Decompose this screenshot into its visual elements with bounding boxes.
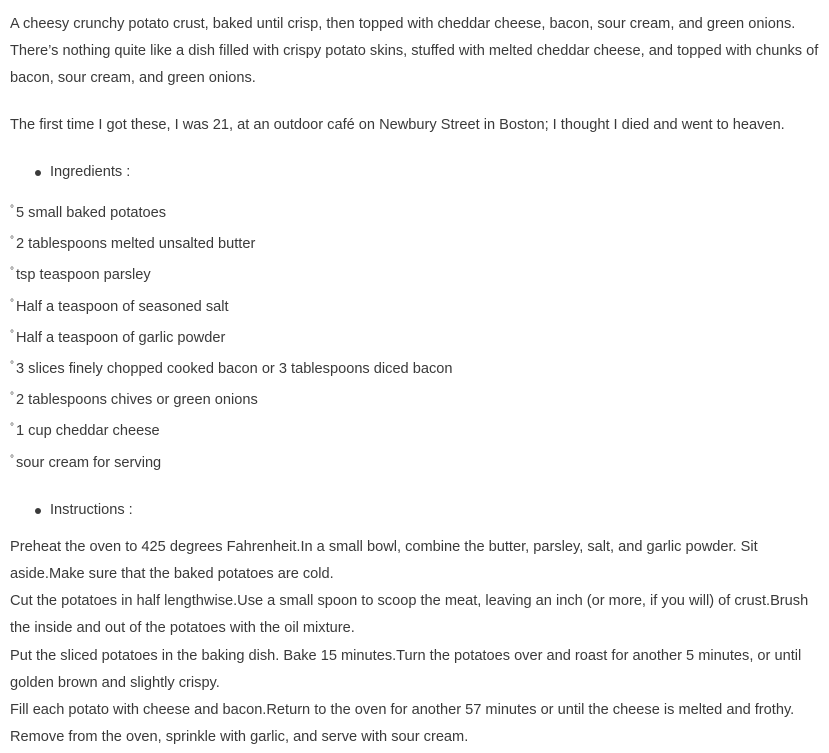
ingredient-item [10, 258, 819, 289]
bullet-icon [35, 508, 41, 514]
instructions-heading-list [10, 497, 819, 524]
ingredient-item [10, 196, 819, 227]
ingredient-text: 1 cup cheddar cheese [16, 423, 160, 440]
ingredient-text: 3 slices finely chopped cooked bacon or 3 tablespoons diced bacon [16, 361, 453, 378]
ingredient-text: sour cream for serving [16, 454, 162, 471]
instruction-step: Fill each potato with cheese and bacon.Return to the oven for another 57 minutes or until the cheese is melted and frothy. [10, 702, 795, 719]
ingredients-list [10, 196, 819, 477]
degree-marker: ° [10, 297, 14, 309]
ingredient-text: 2 tablespoons chives or green onions [16, 392, 258, 409]
degree-marker: ° [10, 360, 14, 372]
ingredients-heading [10, 159, 819, 186]
bullet-icon [35, 170, 41, 176]
degree-marker: ° [10, 391, 14, 403]
degree-marker: ° [10, 266, 14, 278]
degree-marker: ° [10, 235, 14, 247]
ingredient-text: Half a teaspoon of seasoned salt [16, 298, 229, 315]
ingredient-item [10, 227, 819, 258]
instructions-list [10, 534, 819, 752]
degree-marker: ° [10, 328, 14, 340]
intro-paragraph: A cheesy crunchy potato crust, baked until crisp, then topped with cheddar cheese, bacon, sour cream, and green onions. There’s nothing quite like a dish filled with crispy potato skins, stuffed with melted cheddar cheese, and topped with chunks of bacon, sour cream, and green onions. [10, 16, 819, 86]
ingredients-heading-list [10, 159, 819, 186]
ingredient-item [10, 352, 819, 383]
instructions-heading-label: Instructions : [50, 501, 133, 518]
ingredient-item [10, 446, 819, 477]
instruction-step: Preheat the oven to 425 degrees Fahrenheit.In a small bowl, combine the butter, parsley, salt, and garlic powder. Sit aside.Make sure that the baked potatoes are cold. [10, 538, 758, 583]
degree-marker: ° [10, 453, 14, 465]
ingredient-item [10, 321, 819, 352]
instruction-step: Remove from the oven, sprinkle with garlic, and serve with sour cream. [10, 729, 469, 746]
instructions-heading [10, 497, 819, 524]
ingredient-item [10, 290, 819, 321]
degree-marker: ° [10, 422, 14, 434]
ingredient-text: tsp teaspoon parsley [16, 267, 151, 284]
degree-marker: ° [10, 204, 14, 215]
ingredient-text: Half a teaspoon of garlic powder [16, 329, 226, 346]
ingredient-text: 5 small baked potatoes [16, 205, 167, 221]
ingredients-heading-label: Ingredients : [50, 164, 131, 180]
story-paragraph: The first time I got these, I was 21, at an outdoor café on Newbury Street in Boston; I thought I died and went to heaven. [10, 117, 785, 133]
ingredient-item [10, 383, 819, 414]
ingredient-item [10, 414, 819, 445]
ingredient-text: 2 tablespoons melted unsalted butter [16, 236, 256, 253]
instruction-step: Cut the potatoes in half lengthwise.Use a small spoon to scoop the meat, leaving an inch (or more, if you will) of crust.Brush the inside and out of the potatoes with the oil mixture. [10, 593, 809, 637]
instruction-step: Put the sliced potatoes in the baking dish. Bake 15 minutes.Turn the potatoes over and roast for another 5 minutes, or until golden brown and slightly crispy. [10, 647, 802, 691]
